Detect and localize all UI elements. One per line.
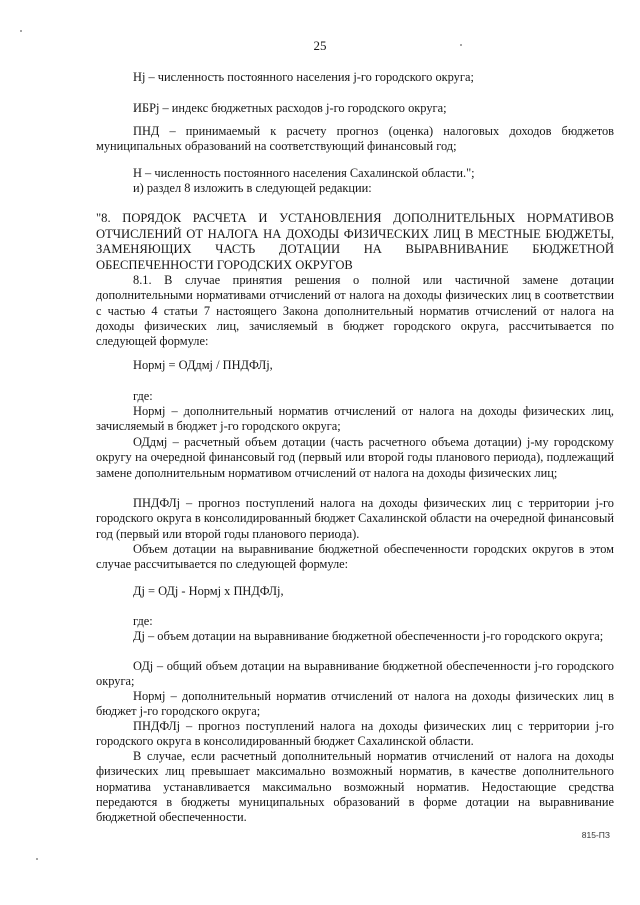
- paragraph-final: В случае, если расчетный дополнительный норматив отчислений от налога на доходы физических лиц превышает максимально возможный норматив, в качестве дополнительного норматива устанавливается максимально возможный норматив. Недостающие средства передаются в бюджеты муниципальных образований в форме дотации на выравнивание бюджетной обеспеченности.: [96, 749, 614, 825]
- scan-speck: [36, 858, 38, 860]
- definition-normj-2: Нормj – дополнительный норматив отчислений от налога на доходы физических лиц в бюджет j-го городского округа;: [96, 689, 614, 719]
- definition-pndflj-2: ПНДФЛj – прогноз поступлений налога на доходы физических лиц с территории j-го городского округа в консолидированный бюджет Сахалинской области.: [96, 719, 614, 749]
- paragraph-8-1: 8.1. В случае принятия решения о полной или частичной замене дотации дополнительными нормативами отчислений от налога на доходы физических лиц в соответствии с частью 4 статьи 7 настоящего Закона дополнительный норматив отчислений от налога на доходы физических лиц, зачисляемый в бюджет городского округа, рассчитывается по следующей формуле:: [96, 273, 614, 349]
- definition-pnd: ПНД – принимаемый к расчету прогноз (оценка) налоговых доходов бюджетов муниципальных образований на соответствующий финансовый год;: [96, 124, 614, 154]
- document-code: 815-ПЗ: [581, 829, 610, 840]
- definition-odj-dm: ОДдмj – расчетный объем дотации (часть расчетного объема дотации) j-му городскому округу на очередной финансовый год (первый или второй годы планового периода), подлежащий замене дополнительным нормативом отчислений от налога на доходы физических лиц;: [96, 435, 614, 480]
- where-label-2: где:: [133, 614, 153, 628]
- scan-speck: [20, 30, 22, 32]
- definition-ibrj: ИБРj – индекс бюджетных расходов j-го городского округа;: [133, 101, 447, 115]
- definition-odj: ОДj – общий объем дотации на выравнивание бюджетной обеспеченности j-го городского округа;: [96, 659, 614, 689]
- definition-h: Н – численность постоянного населения Сахалинской области.";: [133, 166, 475, 180]
- formula-norm: Нормj = ОДдмj / ПНДФЛj,: [133, 358, 273, 372]
- definition-hj: Нj – численность постоянного населения j-го городского округа;: [133, 70, 474, 84]
- where-label-1: где:: [133, 389, 153, 403]
- definition-normj: Нормj – дополнительный норматив отчислений от налога на доходы физических лиц, зачисляемый в бюджет j-го городского округа;: [96, 404, 614, 434]
- paragraph-volume: Объем дотации на выравнивание бюджетной обеспеченности городских округов в этом случае рассчитывается по следующей формуле:: [96, 542, 614, 572]
- scan-speck: [460, 44, 462, 46]
- formula-dj: Дj = ОДj - Нормj х ПНДФЛj,: [133, 584, 284, 598]
- definition-pndflj: ПНДФЛj – прогноз поступлений налога на доходы физических лиц с территории j-го городского округа в консолидированный бюджет Сахалинской области на очередной финансовый год (первый или второй годы планового периода).: [96, 496, 614, 541]
- definition-dj: Дj – объем дотации на выравнивание бюджетной обеспеченности j-го городского округа;: [133, 629, 604, 643]
- section-8-title: "8. ПОРЯДОК РАСЧЕТА И УСТАНОВЛЕНИЯ ДОПОЛНИТЕЛЬНЫХ НОРМАТИВОВ ОТЧИСЛЕНИЙ ОТ НАЛОГА НА ДОХОДЫ ФИЗИЧЕСКИХ ЛИЦ В МЕСТНЫЕ БЮДЖЕТЫ, ЗАМЕНЯЮЩИХ ЧАСТЬ ДОТАЦИИ НА ВЫРАВНИВАНИЕ БЮДЖЕТНОЙ ОБЕСПЕЧЕННОСТИ ГОРОДСКИХ ОКРУГОВ: [96, 211, 614, 272]
- page-number: 25: [313, 38, 327, 53]
- amendment-intro: и) раздел 8 изложить в следующей редакции:: [133, 181, 372, 195]
